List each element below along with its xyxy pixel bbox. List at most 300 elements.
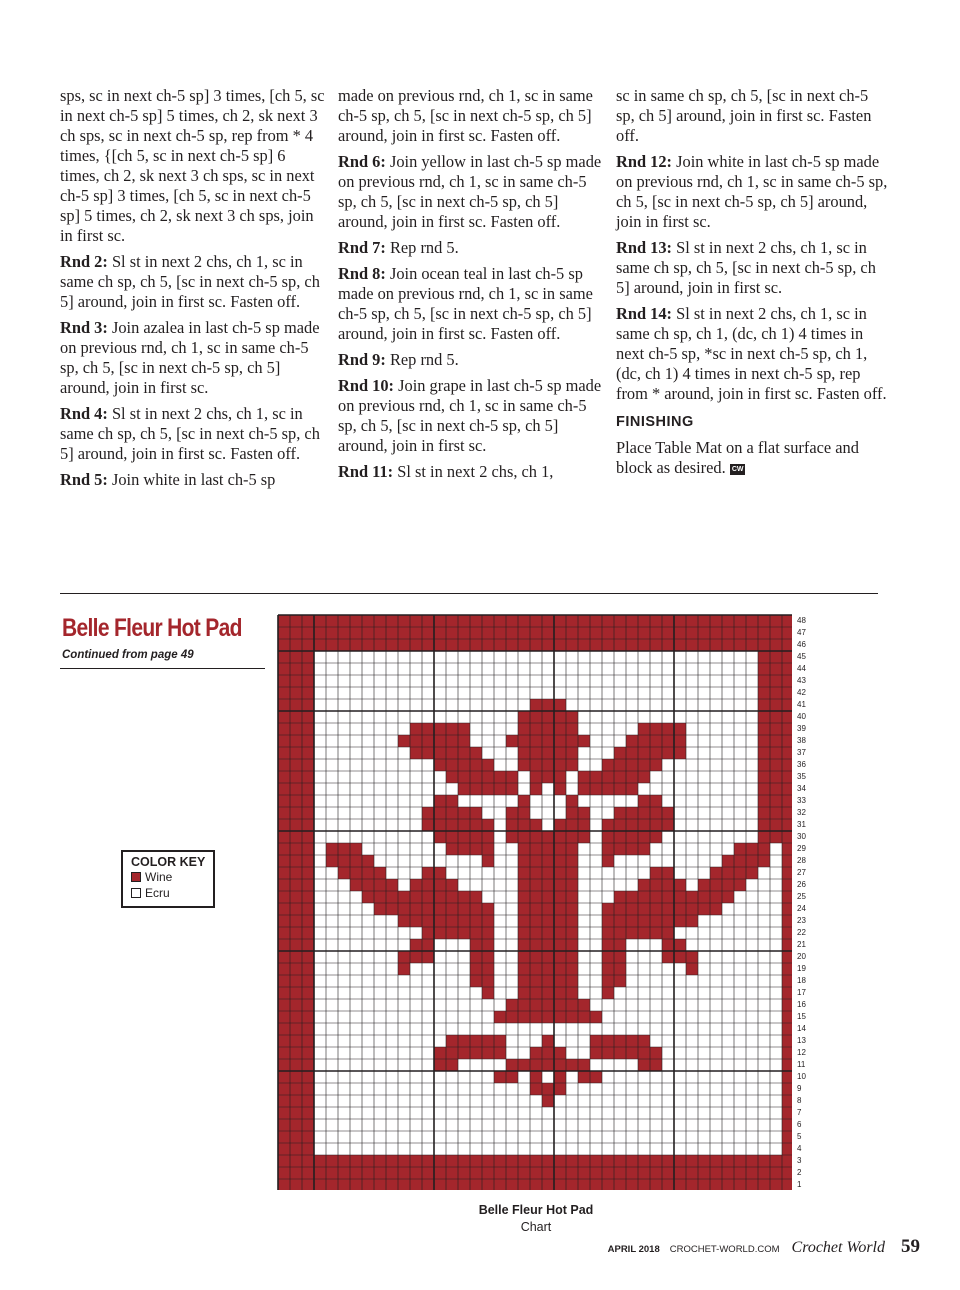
chart-caption-title: Belle Fleur Hot Pad: [478, 1203, 594, 1217]
round-label: Rnd 12:: [616, 152, 673, 171]
wine-stitch: [422, 939, 434, 951]
wine-stitch: [638, 615, 650, 627]
wine-stitch: [770, 1179, 782, 1190]
wine-stitch: [686, 891, 698, 903]
wine-stitch: [470, 639, 482, 651]
wine-stitch: [758, 663, 770, 675]
instruction-text: Sl st in next 2 chs, ch 1, sc in same ch sp, ch 5, [sc in next ch-5 sp, ch 5] around, join in first sc. Fasten off.: [60, 252, 320, 311]
wine-stitch: [362, 1167, 374, 1179]
wine-stitch: [554, 627, 566, 639]
wine-stitch: [278, 1023, 290, 1035]
pattern-paragraph: [60, 318, 328, 398]
wine-stitch: [302, 1035, 314, 1047]
wine-stitch: [314, 1167, 326, 1179]
wine-stitch: [782, 675, 792, 687]
wine-stitch: [278, 711, 290, 723]
wine-stitch: [302, 1107, 314, 1119]
wine-stitch: [302, 1119, 314, 1131]
round-label: Rnd 7:: [338, 238, 386, 257]
wine-stitch: [602, 855, 614, 867]
wine-stitch: [350, 615, 362, 627]
wine-stitch: [554, 771, 566, 783]
wine-stitch: [650, 795, 662, 807]
instruction-text: Join ocean teal in last ch-5 sp made on previous rnd, ch 1, sc in same ch-5 sp, ch 5, [sc in next ch-5 sp, ch 5] around, join in first sc. Fasten off.: [338, 264, 593, 343]
row-number: 9: [797, 1084, 802, 1093]
wine-stitch: [278, 831, 290, 843]
wine-stitch: [674, 1155, 686, 1167]
wine-stitch: [518, 879, 530, 891]
wine-stitch: [554, 867, 566, 879]
wine-stitch: [494, 639, 506, 651]
wine-stitch: [302, 1095, 314, 1107]
wine-stitch: [554, 987, 566, 999]
wine-stitch: [626, 759, 638, 771]
wine-stitch: [278, 903, 290, 915]
wine-stitch: [422, 1179, 434, 1190]
wine-stitch: [734, 1167, 746, 1179]
wine-stitch: [554, 723, 566, 735]
wine-stitch: [590, 639, 602, 651]
wine-stitch: [446, 747, 458, 759]
wine-stitch: [686, 627, 698, 639]
wine-stitch: [278, 1059, 290, 1071]
wine-stitch: [782, 999, 792, 1011]
wine-stitch: [422, 1155, 434, 1167]
wine-stitch: [374, 879, 386, 891]
wine-stitch: [290, 1119, 302, 1131]
wine-stitch: [650, 759, 662, 771]
wine-stitch: [782, 627, 792, 639]
wine-stitch: [770, 831, 782, 843]
wine-stitch: [290, 795, 302, 807]
wine-stitch: [518, 891, 530, 903]
wine-stitch: [518, 951, 530, 963]
wine-stitch: [278, 1167, 290, 1179]
wine-stitch: [650, 1155, 662, 1167]
wine-stitch: [758, 687, 770, 699]
wine-stitch: [446, 627, 458, 639]
wine-stitch: [518, 807, 530, 819]
wine-stitch: [650, 615, 662, 627]
wine-stitch: [578, 771, 590, 783]
wine-stitch: [566, 855, 578, 867]
wine-stitch: [614, 1047, 626, 1059]
wine-stitch: [278, 687, 290, 699]
wine-stitch: [722, 615, 734, 627]
wine-stitch: [386, 639, 398, 651]
wine-stitch: [722, 1155, 734, 1167]
wine-stitch: [542, 771, 554, 783]
row-number: 40: [797, 712, 806, 721]
wine-stitch: [290, 843, 302, 855]
wine-stitch: [458, 831, 470, 843]
wine-stitch: [278, 891, 290, 903]
wine-stitch: [530, 1155, 542, 1167]
wine-stitch: [326, 843, 338, 855]
wine-stitch: [554, 711, 566, 723]
wine-stitch: [278, 1083, 290, 1095]
wine-stitch: [446, 1155, 458, 1167]
wine-stitch: [302, 879, 314, 891]
pattern-paragraph: [616, 304, 888, 404]
wine-stitch: [290, 855, 302, 867]
wine-stitch: [278, 783, 290, 795]
wine-stitch: [614, 891, 626, 903]
section-subtitle: Continued from page 49: [62, 649, 194, 661]
wine-stitch: [290, 747, 302, 759]
wine-stitch: [614, 627, 626, 639]
wine-stitch: [530, 723, 542, 735]
wine-stitch: [410, 891, 422, 903]
wine-stitch: [290, 1095, 302, 1107]
instruction-text: Rep rnd 5.: [389, 350, 459, 369]
wine-stitch: [554, 1083, 566, 1095]
wine-stitch: [290, 771, 302, 783]
wine-stitch: [662, 723, 674, 735]
wine-stitch: [506, 819, 518, 831]
wine-stitch: [758, 651, 770, 663]
color-key: [121, 850, 215, 908]
wine-stitch: [650, 1047, 662, 1059]
wine-stitch: [494, 1167, 506, 1179]
wine-stitch: [494, 1047, 506, 1059]
wine-stitch: [458, 807, 470, 819]
wine-stitch: [626, 891, 638, 903]
wine-stitch: [398, 615, 410, 627]
wine-stitch: [578, 819, 590, 831]
wine-stitch: [542, 699, 554, 711]
wine-stitch: [566, 807, 578, 819]
wine-stitch: [278, 855, 290, 867]
wine-stitch: [446, 639, 458, 651]
wine-stitch: [698, 1179, 710, 1190]
wine-stitch: [434, 1047, 446, 1059]
wine-stitch: [278, 843, 290, 855]
wine-stitch: [782, 1107, 792, 1119]
wine-stitch: [614, 639, 626, 651]
wine-stitch: [422, 615, 434, 627]
wine-stitch: [638, 771, 650, 783]
wine-stitch: [650, 915, 662, 927]
wine-stitch: [734, 1179, 746, 1190]
color-key-item-wine: [131, 869, 213, 885]
wine-stitch: [458, 627, 470, 639]
wine-stitch: [578, 1059, 590, 1071]
wine-stitch: [638, 735, 650, 747]
wine-stitch: [542, 747, 554, 759]
wine-stitch: [290, 819, 302, 831]
wine-stitch: [566, 627, 578, 639]
wine-stitch: [530, 1071, 542, 1083]
wine-stitch: [458, 1167, 470, 1179]
wine-stitch: [278, 1095, 290, 1107]
wine-stitch: [278, 879, 290, 891]
wine-stitch: [290, 807, 302, 819]
wine-stitch: [506, 831, 518, 843]
pattern-paragraph: [338, 238, 606, 258]
wine-stitch: [542, 879, 554, 891]
wine-stitch: [362, 1155, 374, 1167]
wine-stitch: [410, 1155, 422, 1167]
row-number: 35: [797, 772, 806, 781]
wine-stitch: [506, 1059, 518, 1071]
wine-stitch: [650, 891, 662, 903]
wine-stitch: [554, 903, 566, 915]
wine-stitch: [662, 879, 674, 891]
pattern-paragraph: [338, 264, 606, 344]
wine-stitch: [578, 831, 590, 843]
wine-stitch: [686, 963, 698, 975]
wine-stitch: [278, 1047, 290, 1059]
wine-stitch: [446, 807, 458, 819]
text-column-2: [338, 86, 606, 488]
wine-stitch: [302, 651, 314, 663]
wine-stitch: [518, 723, 530, 735]
wine-stitch: [290, 711, 302, 723]
wine-stitch: [518, 975, 530, 987]
wine-stitch: [302, 1047, 314, 1059]
wine-stitch: [398, 639, 410, 651]
round-label: Rnd 5:: [60, 470, 108, 489]
wine-stitch: [290, 927, 302, 939]
wine-stitch: [290, 831, 302, 843]
wine-stitch: [278, 1143, 290, 1155]
wine-stitch: [638, 1179, 650, 1190]
wine-stitch: [638, 891, 650, 903]
wine-stitch: [782, 639, 792, 651]
wine-stitch: [362, 879, 374, 891]
wine-stitch: [482, 627, 494, 639]
wine-stitch: [770, 771, 782, 783]
wine-stitch: [470, 807, 482, 819]
wine-stitch: [554, 1011, 566, 1023]
wine-stitch: [782, 1047, 792, 1059]
wine-stitch: [362, 855, 374, 867]
wine-stitch: [674, 1167, 686, 1179]
wine-stitch: [554, 975, 566, 987]
wine-stitch: [770, 627, 782, 639]
wine-stitch: [446, 903, 458, 915]
wine-stitch: [782, 747, 792, 759]
wine-stitch: [746, 639, 758, 651]
wine-stitch: [638, 927, 650, 939]
wine-stitch: [518, 627, 530, 639]
wine-stitch: [686, 915, 698, 927]
wine-stitch: [470, 1179, 482, 1190]
wine-stitch: [302, 771, 314, 783]
wine-stitch: [782, 939, 792, 951]
wine-stitch: [542, 1155, 554, 1167]
wine-stitch: [566, 639, 578, 651]
round-label: Rnd 6:: [338, 152, 386, 171]
wine-stitch: [626, 903, 638, 915]
wine-stitch: [290, 975, 302, 987]
wine-stitch: [530, 1083, 542, 1095]
wine-stitch: [326, 1155, 338, 1167]
wine-stitch: [458, 1047, 470, 1059]
wine-stitch: [278, 1155, 290, 1167]
wine-stitch: [518, 1011, 530, 1023]
wine-stitch: [278, 939, 290, 951]
wine-stitch: [302, 1131, 314, 1143]
wine-stitch: [290, 1059, 302, 1071]
wine-stitch: [278, 627, 290, 639]
wine-stitch: [542, 1167, 554, 1179]
wine-stitch: [686, 1179, 698, 1190]
cw-end-mark-icon: CW: [731, 466, 744, 473]
wine-stitch: [482, 939, 494, 951]
wine-stitch: [290, 963, 302, 975]
wine-stitch: [278, 975, 290, 987]
wine-stitch: [470, 627, 482, 639]
wine-stitch: [530, 627, 542, 639]
wine-stitch: [350, 639, 362, 651]
wine-stitch: [686, 1155, 698, 1167]
wine-stitch: [566, 951, 578, 963]
wine-stitch: [434, 1179, 446, 1190]
wine-stitch: [782, 807, 792, 819]
pattern-paragraph: [60, 404, 328, 464]
wine-stitch: [470, 1167, 482, 1179]
wine-stitch: [290, 1011, 302, 1023]
wine-stitch: [554, 879, 566, 891]
wine-stitch: [386, 903, 398, 915]
wine-stitch: [662, 1155, 674, 1167]
wine-stitch: [278, 1131, 290, 1143]
wine-stitch: [434, 867, 446, 879]
wine-stitch: [698, 1155, 710, 1167]
wine-stitch: [530, 855, 542, 867]
wine-stitch: [302, 1179, 314, 1190]
wine-stitch: [458, 891, 470, 903]
wine-stitch: [338, 867, 350, 879]
wine-stitch: [506, 999, 518, 1011]
wine-stitch: [602, 1179, 614, 1190]
wine-stitch: [482, 1047, 494, 1059]
wine-stitch: [782, 663, 792, 675]
round-label: Rnd 13:: [616, 238, 673, 257]
wine-stitch: [422, 867, 434, 879]
wine-stitch: [386, 1167, 398, 1179]
wine-stitch: [278, 723, 290, 735]
wine-stitch: [782, 1167, 792, 1179]
wine-stitch: [338, 843, 350, 855]
wine-stitch: [662, 939, 674, 951]
wine-stitch: [302, 675, 314, 687]
wine-stitch: [542, 951, 554, 963]
wine-stitch: [782, 651, 792, 663]
wine-stitch: [650, 807, 662, 819]
wine-stitch: [674, 951, 686, 963]
wine-stitch: [518, 963, 530, 975]
wine-stitch: [518, 1167, 530, 1179]
row-number: 46: [797, 640, 806, 649]
wine-stitch: [302, 795, 314, 807]
wine-stitch: [470, 1035, 482, 1047]
wine-stitch: [638, 807, 650, 819]
wine-stitch: [410, 1179, 422, 1190]
wine-stitch: [554, 1047, 566, 1059]
wine-stitch: [614, 927, 626, 939]
wine-stitch: [554, 891, 566, 903]
wine-stitch: [530, 1179, 542, 1190]
wine-stitch: [386, 879, 398, 891]
wine-stitch: [698, 615, 710, 627]
wine-stitch: [722, 1167, 734, 1179]
wine-stitch: [530, 639, 542, 651]
wine-stitch: [674, 639, 686, 651]
wine-stitch: [590, 627, 602, 639]
wine-stitch: [662, 639, 674, 651]
wine-stitch: [758, 675, 770, 687]
wine-stitch: [290, 879, 302, 891]
wine-stitch: [650, 879, 662, 891]
wine-stitch: [614, 939, 626, 951]
wine-stitch: [506, 807, 518, 819]
row-number: 25: [797, 892, 806, 901]
wine-stitch: [602, 939, 614, 951]
wine-stitch: [734, 855, 746, 867]
wine-stitch: [518, 711, 530, 723]
wine-stitch: [566, 759, 578, 771]
wine-stitch: [782, 1131, 792, 1143]
wine-stitch: [290, 783, 302, 795]
wine-stitch: [590, 1179, 602, 1190]
wine-stitch: [566, 915, 578, 927]
wine-stitch: [422, 927, 434, 939]
wine-stitch: [626, 915, 638, 927]
wine-stitch: [446, 915, 458, 927]
wine-stitch: [674, 1179, 686, 1190]
wine-stitch: [782, 1155, 792, 1167]
wine-stitch: [542, 723, 554, 735]
wine-stitch: [374, 903, 386, 915]
wine-stitch: [530, 975, 542, 987]
wine-stitch: [782, 759, 792, 771]
wine-stitch: [638, 627, 650, 639]
wine-stitch: [782, 1179, 792, 1190]
wine-stitch: [542, 1083, 554, 1095]
wine-stitch: [542, 963, 554, 975]
pattern-paragraph: [338, 350, 606, 370]
wine-stitch: [434, 915, 446, 927]
wine-stitch: [398, 1155, 410, 1167]
wine-stitch: [758, 615, 770, 627]
wine-stitch: [458, 723, 470, 735]
wine-stitch: [602, 639, 614, 651]
wine-stitch: [578, 1071, 590, 1083]
wine-stitch: [638, 1167, 650, 1179]
wine-stitch: [662, 627, 674, 639]
wine-stitch: [542, 735, 554, 747]
wine-stitch: [758, 1155, 770, 1167]
wine-stitch: [482, 843, 494, 855]
wine-stitch: [278, 1107, 290, 1119]
wine-stitch: [638, 1035, 650, 1047]
wine-stitch: [578, 999, 590, 1011]
wine-stitch: [326, 615, 338, 627]
wine-stitch: [422, 951, 434, 963]
wine-stitch: [290, 1167, 302, 1179]
pattern-paragraph: [60, 470, 328, 490]
wine-stitch: [482, 987, 494, 999]
wine-stitch: [302, 963, 314, 975]
wine-stitch: [506, 1071, 518, 1083]
wine-stitch: [338, 627, 350, 639]
wine-stitch: [770, 663, 782, 675]
wine-stitch: [506, 735, 518, 747]
wine-stitch: [482, 915, 494, 927]
